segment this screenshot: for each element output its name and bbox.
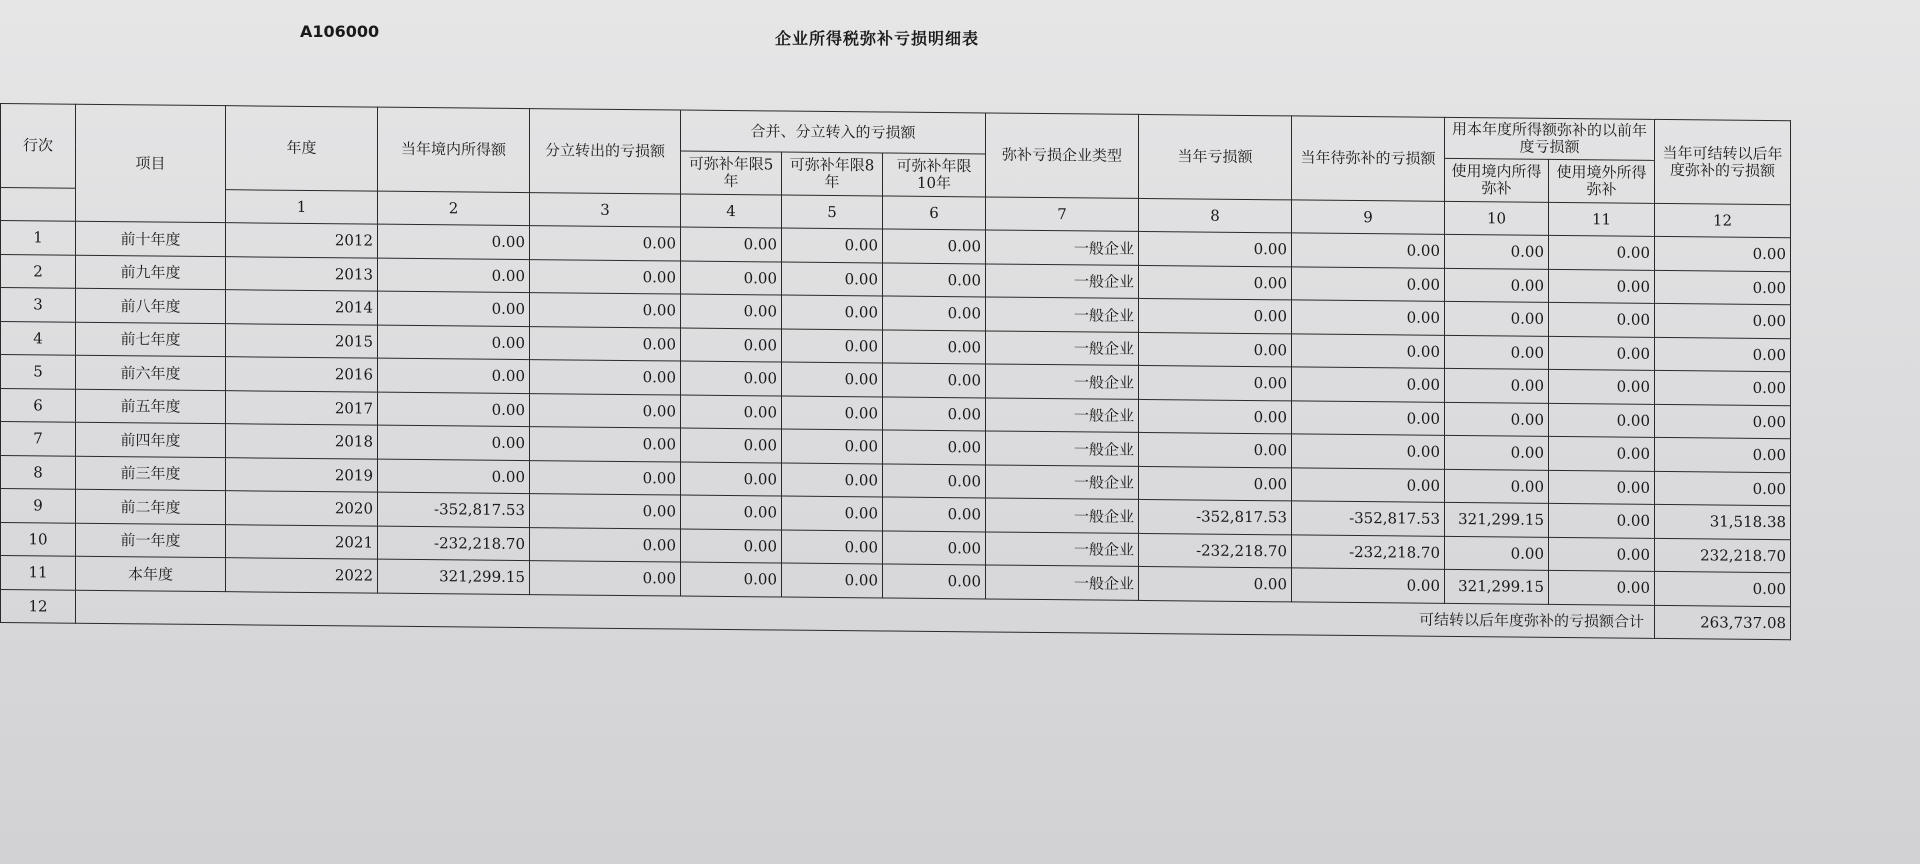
cell-item: 前七年度 bbox=[76, 322, 226, 357]
col-number: 5 bbox=[782, 195, 883, 229]
cell-split-out-loss: 0.00 bbox=[530, 393, 681, 428]
cell-limit-8: 0.00 bbox=[782, 463, 883, 497]
cell-carry-forward: 0.00 bbox=[1655, 270, 1791, 305]
cell-split-out-loss: 0.00 bbox=[530, 226, 681, 261]
cell-carry-forward: 232,218.70 bbox=[1655, 538, 1791, 573]
cell-current-loss: 0.00 bbox=[1139, 566, 1292, 601]
cell-carry-forward: 0.00 bbox=[1655, 337, 1791, 372]
cell-enterprise-type: 一般企业 bbox=[986, 498, 1139, 533]
cell-carry-forward: 0.00 bbox=[1655, 370, 1791, 405]
cell-split-out-loss: 0.00 bbox=[530, 494, 681, 529]
cell-split-out-loss: 0.00 bbox=[530, 360, 681, 395]
cell-current-loss: -352,817.53 bbox=[1139, 499, 1292, 534]
cell-limit-10: 0.00 bbox=[883, 329, 986, 363]
col-number: 3 bbox=[530, 193, 681, 227]
cell-offset-foreign: 0.00 bbox=[1549, 470, 1655, 505]
header-year: 年度 bbox=[226, 106, 378, 191]
cell-limit-8: 0.00 bbox=[782, 262, 883, 296]
cell-pending-loss: 0.00 bbox=[1292, 367, 1445, 402]
cell-item: 前三年度 bbox=[76, 456, 226, 491]
header-row-no: 行次 bbox=[1, 104, 76, 189]
cell-year: 2020 bbox=[226, 491, 378, 526]
cell-row-no: 6 bbox=[1, 388, 76, 422]
cell-current-loss: -232,218.70 bbox=[1139, 533, 1292, 568]
col-number: 6 bbox=[883, 196, 986, 230]
cell-limit-10: 0.00 bbox=[883, 396, 986, 430]
cell-pending-loss: -352,817.53 bbox=[1292, 501, 1445, 536]
header-offset-foreign: 使用境外所得弥补 bbox=[1549, 159, 1655, 203]
col-number: 8 bbox=[1139, 198, 1292, 232]
loss-offset-table bbox=[0, 103, 1791, 640]
cell-year: 2014 bbox=[226, 290, 378, 325]
col-number: 11 bbox=[1549, 202, 1655, 236]
cell-item: 前八年度 bbox=[76, 288, 226, 323]
cell-carry-forward: 0.00 bbox=[1655, 303, 1791, 338]
cell-limit-8: 0.00 bbox=[782, 563, 883, 597]
cell-domestic-income: 0.00 bbox=[378, 258, 530, 293]
cell-limit-5: 0.00 bbox=[681, 462, 782, 496]
cell-split-out-loss: 0.00 bbox=[530, 527, 681, 562]
cell-year: 2013 bbox=[226, 256, 378, 291]
cell-offset-foreign: 0.00 bbox=[1549, 503, 1655, 538]
col-number: 10 bbox=[1445, 201, 1549, 235]
cell-offset-domestic: 0.00 bbox=[1445, 402, 1549, 436]
cell-limit-8: 0.00 bbox=[782, 329, 883, 363]
cell-current-loss: 0.00 bbox=[1139, 265, 1292, 300]
cell-year: 2021 bbox=[226, 524, 378, 559]
header-offset-group: 用本年度所得额弥补的以前年度亏损额 bbox=[1445, 117, 1655, 160]
cell-limit-5: 0.00 bbox=[681, 361, 782, 395]
cell-split-out-loss: 0.00 bbox=[530, 259, 681, 294]
cell-limit-5: 0.00 bbox=[681, 495, 782, 529]
cell-limit-8: 0.00 bbox=[782, 429, 883, 463]
cell-limit-8: 0.00 bbox=[782, 530, 883, 564]
cell-item: 前四年度 bbox=[76, 422, 226, 457]
cell-enterprise-type: 一般企业 bbox=[986, 364, 1139, 399]
cell-item: 前二年度 bbox=[76, 489, 226, 524]
cell-row-no: 4 bbox=[1, 321, 76, 355]
cell-carry-forward: 31,518.38 bbox=[1655, 504, 1791, 539]
cell-enterprise-type: 一般企业 bbox=[986, 431, 1139, 466]
cell-offset-domestic: 0.00 bbox=[1445, 268, 1549, 302]
cell-limit-5: 0.00 bbox=[681, 294, 782, 328]
header-item: 项目 bbox=[76, 104, 226, 222]
cell-limit-8: 0.00 bbox=[782, 362, 883, 396]
col-number-blank bbox=[1, 188, 76, 222]
cell-limit-10: 0.00 bbox=[883, 229, 986, 263]
col-number: 4 bbox=[681, 194, 782, 228]
cell-offset-foreign: 0.00 bbox=[1549, 269, 1655, 304]
cell-current-loss: 0.00 bbox=[1139, 231, 1292, 266]
cell-pending-loss: 0.00 bbox=[1292, 568, 1445, 603]
cell-item: 前十年度 bbox=[76, 221, 226, 256]
cell-limit-5: 0.00 bbox=[681, 261, 782, 295]
cell-carry-forward: 0.00 bbox=[1655, 571, 1791, 606]
cell-limit-10: 0.00 bbox=[883, 530, 986, 564]
cell-domestic-income: 0.00 bbox=[378, 291, 530, 326]
cell-domestic-income: 0.00 bbox=[378, 459, 530, 494]
cell-limit-5: 0.00 bbox=[681, 328, 782, 362]
table-frame bbox=[0, 103, 1791, 640]
cell-domestic-income: -232,218.70 bbox=[378, 526, 530, 561]
cell-row-no: 8 bbox=[1, 455, 76, 489]
cell-pending-loss: 0.00 bbox=[1292, 266, 1445, 301]
cell-pending-loss: 0.00 bbox=[1292, 233, 1445, 268]
cell-offset-domestic: 0.00 bbox=[1445, 435, 1549, 469]
cell-split-out-loss: 0.00 bbox=[530, 561, 681, 596]
cell-offset-foreign: 0.00 bbox=[1549, 302, 1655, 337]
cell-current-loss: 0.00 bbox=[1139, 399, 1292, 434]
cell-row-no: 9 bbox=[1, 489, 76, 523]
cell-enterprise-type: 一般企业 bbox=[986, 397, 1139, 432]
header-split-out-loss: 分立转出的亏损额 bbox=[530, 109, 681, 194]
form-title: 企业所得税弥补亏损明细表 bbox=[775, 29, 980, 48]
cell-year: 2022 bbox=[226, 558, 378, 593]
header-limit-5: 可弥补年限5年 bbox=[681, 151, 782, 195]
cell-offset-domestic: 0.00 bbox=[1445, 301, 1549, 335]
cell-year: 2018 bbox=[226, 424, 378, 459]
cell-offset-domestic: 321,299.15 bbox=[1445, 569, 1549, 603]
cell-domestic-income: 0.00 bbox=[378, 325, 530, 360]
cell-offset-foreign: 0.00 bbox=[1549, 436, 1655, 471]
header-merge-in-group: 合并、分立转入的亏损额 bbox=[681, 110, 986, 154]
cell-limit-8: 0.00 bbox=[782, 295, 883, 329]
cell-split-out-loss: 0.00 bbox=[530, 460, 681, 495]
cell-offset-domestic: 0.00 bbox=[1445, 234, 1549, 268]
header-pending-loss: 当年待弥补的亏损额 bbox=[1292, 116, 1445, 201]
cell-limit-10: 0.00 bbox=[883, 296, 986, 330]
cell-domestic-income: 0.00 bbox=[378, 224, 530, 259]
cell-item: 前五年度 bbox=[76, 389, 226, 424]
cell-item: 前一年度 bbox=[76, 523, 226, 558]
table-header bbox=[1, 104, 1791, 238]
cell-item: 前九年度 bbox=[76, 255, 226, 290]
header-limit-8: 可弥补年限8年 bbox=[782, 152, 883, 196]
cell-year: 2015 bbox=[226, 323, 378, 358]
header-limit-10: 可弥补年限10年 bbox=[883, 153, 986, 197]
cell-pending-loss: 0.00 bbox=[1292, 467, 1445, 502]
cell-row-no: 10 bbox=[1, 522, 76, 556]
cell-split-out-loss: 0.00 bbox=[530, 293, 681, 328]
cell-row-no: 5 bbox=[1, 355, 76, 389]
cell-current-loss: 0.00 bbox=[1139, 298, 1292, 333]
cell-carry-forward: 0.00 bbox=[1655, 471, 1791, 506]
col-number: 2 bbox=[378, 191, 530, 225]
cell-year: 2017 bbox=[226, 390, 378, 425]
cell-limit-10: 0.00 bbox=[883, 262, 986, 296]
cell-offset-foreign: 0.00 bbox=[1549, 369, 1655, 404]
cell-carry-forward: 0.00 bbox=[1655, 404, 1791, 439]
cell-offset-domestic: 0.00 bbox=[1445, 368, 1549, 402]
cell-domestic-income: 0.00 bbox=[378, 425, 530, 460]
cell-offset-foreign: 0.00 bbox=[1549, 570, 1655, 605]
form-code: A106000 bbox=[300, 22, 380, 41]
col-number: 7 bbox=[986, 197, 1139, 231]
cell-row-no: 7 bbox=[1, 422, 76, 456]
cell-enterprise-type: 一般企业 bbox=[986, 230, 1139, 265]
cell-split-out-loss: 0.00 bbox=[530, 427, 681, 462]
cell-enterprise-type: 一般企业 bbox=[986, 297, 1139, 332]
cell-limit-5: 0.00 bbox=[681, 395, 782, 429]
header-carry-forward: 当年可结转以后年度弥补的亏损额 bbox=[1655, 119, 1791, 204]
header-offset-domestic: 使用境内所得弥补 bbox=[1445, 158, 1549, 202]
cell-limit-10: 0.00 bbox=[883, 564, 986, 598]
cell-limit-5: 0.00 bbox=[681, 562, 782, 596]
cell-current-loss: 0.00 bbox=[1139, 332, 1292, 367]
cell-item: 前六年度 bbox=[76, 355, 226, 390]
col-number: 12 bbox=[1655, 203, 1791, 237]
cell-row-no: 12 bbox=[1, 589, 76, 623]
cell-enterprise-type: 一般企业 bbox=[986, 330, 1139, 365]
total-value: 263,737.08 bbox=[1655, 605, 1791, 640]
cell-limit-5: 0.00 bbox=[681, 227, 782, 261]
cell-domestic-income: 0.00 bbox=[378, 392, 530, 427]
cell-current-loss: 0.00 bbox=[1139, 466, 1292, 501]
cell-row-no: 2 bbox=[1, 254, 76, 288]
cell-pending-loss: 0.00 bbox=[1292, 300, 1445, 335]
cell-domestic-income: 321,299.15 bbox=[378, 559, 530, 594]
cell-offset-domestic: 0.00 bbox=[1445, 335, 1549, 369]
col-number: 9 bbox=[1292, 200, 1445, 234]
cell-limit-8: 0.00 bbox=[782, 228, 883, 262]
header-enterprise-type: 弥补亏损企业类型 bbox=[986, 113, 1139, 198]
cell-enterprise-type: 一般企业 bbox=[986, 263, 1139, 298]
cell-pending-loss: 0.00 bbox=[1292, 434, 1445, 469]
cell-split-out-loss: 0.00 bbox=[530, 326, 681, 361]
cell-offset-domestic: 0.00 bbox=[1445, 469, 1549, 503]
cell-offset-domestic: 321,299.15 bbox=[1445, 502, 1549, 536]
cell-row-no: 11 bbox=[1, 556, 76, 590]
cell-limit-10: 0.00 bbox=[883, 497, 986, 531]
cell-enterprise-type: 一般企业 bbox=[986, 464, 1139, 499]
cell-carry-forward: 0.00 bbox=[1655, 437, 1791, 472]
cell-row-no: 3 bbox=[1, 288, 76, 322]
total-label: 可结转以后年度弥补的亏损额合计 bbox=[76, 590, 1655, 639]
cell-domestic-income: -352,817.53 bbox=[378, 492, 530, 527]
cell-year: 2012 bbox=[226, 223, 378, 258]
cell-row-no: 1 bbox=[1, 221, 76, 255]
cell-current-loss: 0.00 bbox=[1139, 365, 1292, 400]
cell-domestic-income: 0.00 bbox=[378, 358, 530, 393]
cell-limit-5: 0.00 bbox=[681, 428, 782, 462]
cell-offset-foreign: 0.00 bbox=[1549, 235, 1655, 270]
cell-limit-5: 0.00 bbox=[681, 529, 782, 563]
cell-limit-10: 0.00 bbox=[883, 463, 986, 497]
cell-limit-8: 0.00 bbox=[782, 396, 883, 430]
cell-current-loss: 0.00 bbox=[1139, 432, 1292, 467]
cell-limit-10: 0.00 bbox=[883, 430, 986, 464]
header-current-loss: 当年亏损额 bbox=[1139, 114, 1292, 199]
cell-limit-10: 0.00 bbox=[883, 363, 986, 397]
cell-enterprise-type: 一般企业 bbox=[986, 531, 1139, 566]
cell-offset-foreign: 0.00 bbox=[1549, 403, 1655, 438]
cell-carry-forward: 0.00 bbox=[1655, 236, 1791, 271]
cell-pending-loss: 0.00 bbox=[1292, 333, 1445, 368]
col-number: 1 bbox=[226, 190, 378, 224]
cell-offset-foreign: 0.00 bbox=[1549, 336, 1655, 371]
cell-offset-foreign: 0.00 bbox=[1549, 537, 1655, 572]
cell-pending-loss: 0.00 bbox=[1292, 400, 1445, 435]
cell-item: 本年度 bbox=[76, 556, 226, 591]
cell-enterprise-type: 一般企业 bbox=[986, 565, 1139, 600]
cell-offset-domestic: 0.00 bbox=[1445, 536, 1549, 570]
cell-pending-loss: -232,218.70 bbox=[1292, 534, 1445, 569]
cell-year: 2019 bbox=[226, 457, 378, 492]
cell-year: 2016 bbox=[226, 357, 378, 392]
header-domestic-income: 当年境内所得额 bbox=[378, 107, 530, 192]
cell-limit-8: 0.00 bbox=[782, 496, 883, 530]
table-body bbox=[1, 221, 1791, 640]
